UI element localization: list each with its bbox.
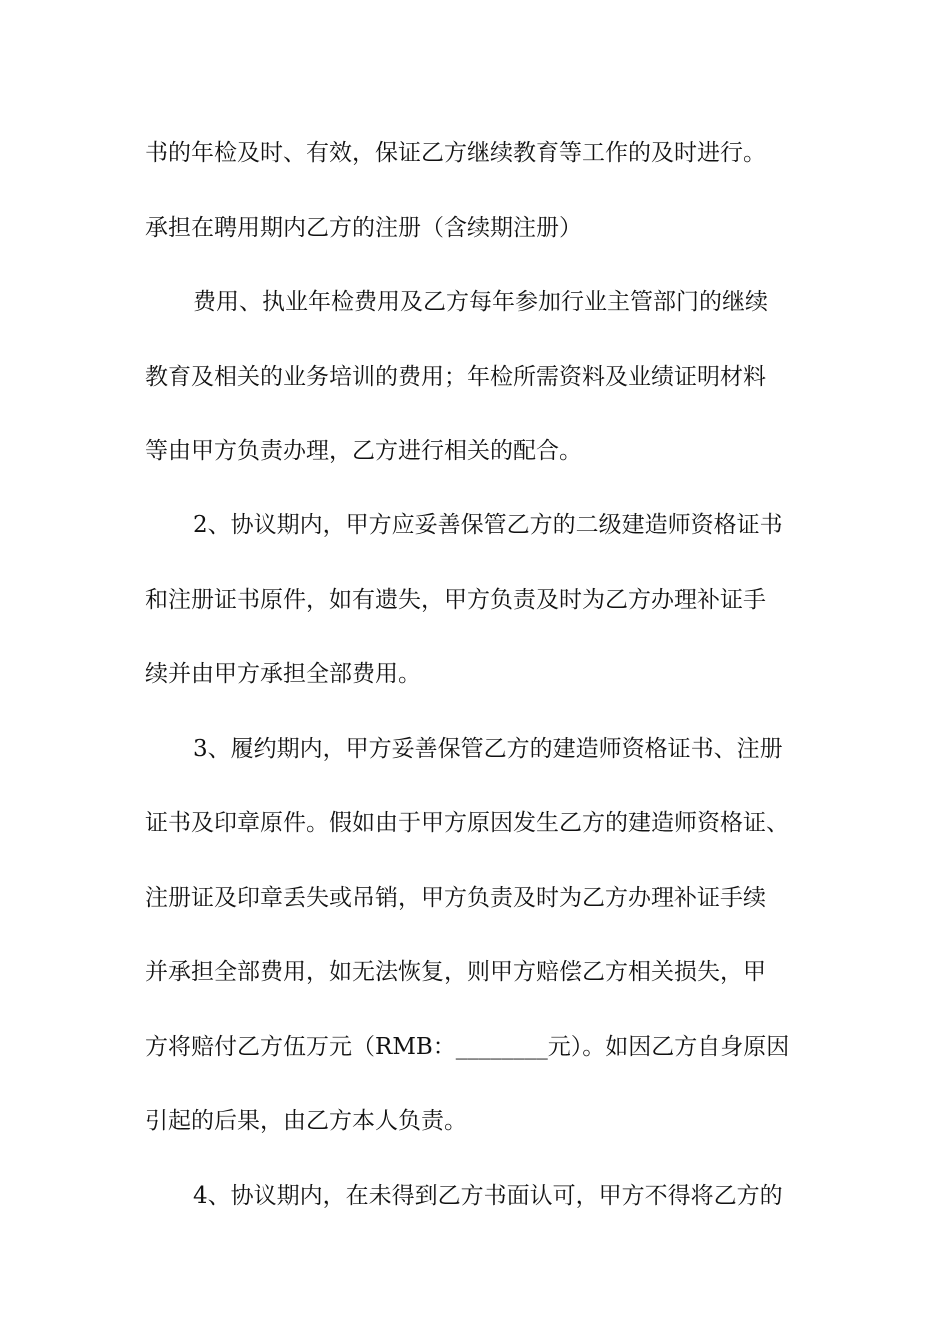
- text-line: 并承担全部费用，如无法恢复，则甲方赔偿乙方相关损失，甲: [145, 959, 766, 985]
- text-line: 等由甲方负责办理，乙方进行相关的配合。: [145, 438, 582, 464]
- text-line: 和注册证书原件，如有遗失，甲方负责及时为乙方办理补证手: [145, 587, 766, 613]
- text-line: 注册证及印章丢失或吊销，甲方负责及时为乙方办理补证手续: [145, 885, 766, 911]
- text-line: 续并由甲方承担全部费用。: [145, 661, 421, 687]
- text-line: 2、协议期内，甲方应妥善保管乙方的二级建造师资格证书: [193, 512, 783, 538]
- text-line: 引起的后果，由乙方本人负责。: [145, 1108, 467, 1134]
- text-line: 教育及相关的业务培训的费用；年检所需资料及业绩证明材料: [145, 364, 766, 390]
- text-line: 3、履约期内，甲方妥善保管乙方的建造师资格证书、注册: [193, 736, 783, 762]
- text-line: 书的年检及时、有效，保证乙方继续教育等工作的及时进行。: [145, 140, 766, 166]
- text-line: 费用、执业年检费用及乙方每年参加行业主管部门的继续: [193, 289, 768, 315]
- text-line: 证书及印章原件。假如由于甲方原因发生乙方的建造师资格证、: [145, 810, 789, 836]
- text-line: 承担在聘用期内乙方的注册（含续期注册）: [145, 215, 582, 241]
- text-line: 方将赔付乙方伍万元（RMB：________元）。如因乙方自身原因: [145, 1034, 790, 1060]
- text-line: 4、协议期内，在未得到乙方书面认可，甲方不得将乙方的: [193, 1183, 783, 1209]
